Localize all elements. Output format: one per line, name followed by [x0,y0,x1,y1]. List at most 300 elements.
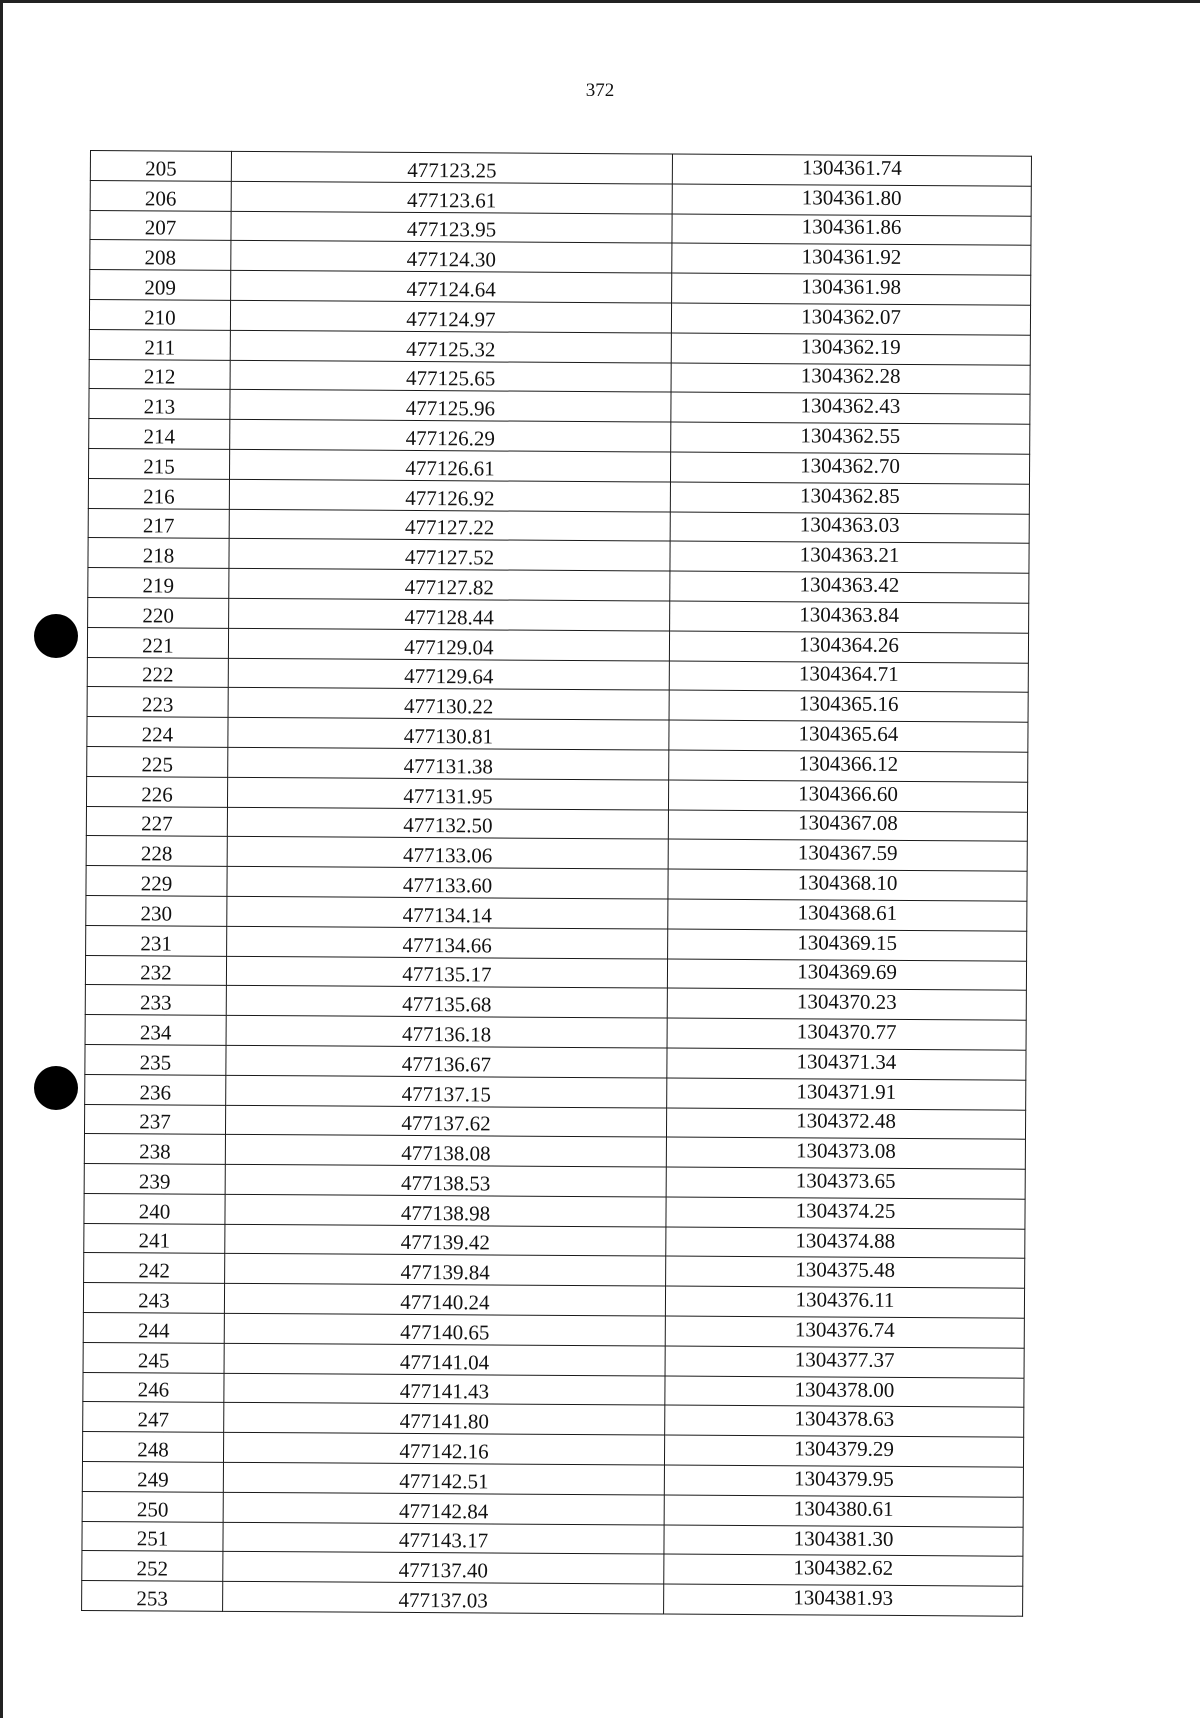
point-id-cell-text: 222 [141,662,174,687]
x-coordinate-cell [231,151,672,183]
y-coordinate-cell-text: 1304371.34 [796,1049,897,1074]
x-coordinate-cell [223,1522,664,1554]
y-coordinate-cell-text: 1304362.70 [800,453,901,478]
y-coordinate-cell [664,1435,1023,1467]
point-id-cell [88,597,229,628]
point-id-cell [90,180,231,211]
x-coordinate-cell-text: 477140.65 [400,1319,490,1345]
x-coordinate-cell-text: 477124.97 [406,306,496,332]
x-coordinate-cell [225,1224,666,1256]
y-coordinate-cell [671,303,1030,335]
y-coordinate-cell [666,1167,1025,1199]
point-id-cell-text: 213 [143,394,176,419]
x-coordinate-cell [230,390,671,422]
x-coordinate-cell-text: 477139.84 [400,1260,490,1285]
point-id-cell-text: 219 [142,573,175,598]
point-id-cell-text: 217 [142,513,175,538]
coordinate-table-body [82,151,1032,1617]
y-coordinate-cell [665,1286,1024,1318]
x-coordinate-cell-text: 477128.44 [404,604,494,630]
x-coordinate-cell-text: 477129.64 [404,664,494,689]
x-coordinate-cell [228,658,669,690]
page-number: 372 [585,80,615,101]
y-coordinate-cell [664,1584,1023,1616]
x-coordinate-cell-text: 477139.42 [400,1230,491,1255]
point-id-cell [82,1491,223,1522]
y-coordinate-cell-text: 1304379.95 [793,1466,894,1491]
x-coordinate-cell [231,181,672,213]
point-id-cell-text: 220 [142,603,174,628]
y-coordinate-cell [667,1048,1026,1080]
point-id-cell [87,627,228,658]
point-id-cell [84,1223,225,1254]
x-coordinate-cell [225,1194,666,1226]
point-id-cell-text: 250 [136,1496,169,1522]
y-coordinate-cell-text: 1304370.23 [796,989,897,1015]
y-coordinate-cell-text: 1304365.64 [798,721,899,746]
point-id-cell-text: 241 [138,1228,171,1253]
point-id-cell-text: 239 [138,1169,171,1194]
y-coordinate-cell-text: 1304379.29 [794,1436,895,1462]
x-coordinate-cell-text: 477125.65 [405,366,496,391]
point-id-cell-text: 235 [139,1050,172,1075]
point-id-cell-text: 225 [141,752,174,777]
y-coordinate-cell-text: 1304362.19 [800,334,901,359]
point-id-cell [84,1104,225,1135]
y-coordinate-cell-text: 1304368.61 [797,900,898,925]
y-coordinate-cell [668,780,1027,812]
x-coordinate-cell [223,1582,664,1614]
x-coordinate-cell [229,479,670,511]
x-coordinate-cell [231,241,672,273]
x-coordinate-cell-text: 477134.14 [402,902,493,928]
y-coordinate-cell [666,1137,1025,1169]
y-coordinate-cell-text: 1304362.55 [800,423,901,449]
point-id-cell-text: 238 [139,1139,171,1164]
y-coordinate-cell [668,899,1027,931]
y-coordinate-cell [666,1108,1025,1140]
x-coordinate-cell [227,807,668,839]
point-id-cell-text: 211 [144,334,176,360]
y-coordinate-cell [670,512,1029,544]
point-id-cell-text: 237 [139,1109,171,1134]
point-id-cell-text: 249 [137,1467,169,1492]
x-coordinate-cell [226,1045,667,1077]
y-coordinate-cell [670,541,1029,573]
x-coordinate-cell [227,896,668,928]
x-coordinate-cell-text: 477136.18 [401,1021,492,1047]
point-id-cell-text: 215 [143,454,175,479]
x-coordinate-cell-text: 477129.04 [404,634,494,660]
punch-hole-mark [34,614,78,658]
point-id-cell [83,1372,224,1403]
point-id-cell-text: 236 [139,1079,172,1105]
y-coordinate-cell-text: 1304365.16 [798,691,899,717]
point-id-cell-text: 247 [137,1407,170,1432]
point-id-cell [88,538,229,569]
y-coordinate-cell [671,422,1030,454]
y-coordinate-cell [664,1465,1023,1497]
y-coordinate-cell-text: 1304372.48 [796,1108,897,1134]
point-id-cell [90,151,231,182]
y-coordinate-cell [664,1554,1023,1586]
y-coordinate-cell-text: 1304381.30 [793,1525,894,1551]
point-id-cell [83,1283,224,1314]
x-coordinate-cell-text: 477142.16 [399,1438,489,1464]
x-coordinate-cell-text: 477138.53 [400,1170,491,1196]
x-coordinate-cell [225,1105,666,1137]
y-coordinate-cell-text: 1304377.37 [794,1347,895,1372]
x-coordinate-cell-text: 477130.81 [403,723,494,749]
y-coordinate-cell-text: 1304363.84 [799,602,900,627]
point-id-cell-text: 234 [139,1020,172,1045]
x-coordinate-cell [231,211,672,243]
x-coordinate-cell [226,1015,667,1047]
x-coordinate-cell-text: 477133.06 [403,843,493,868]
y-coordinate-cell-text: 1304361.74 [801,155,902,180]
y-coordinate-cell [672,214,1031,246]
x-coordinate-cell [227,837,668,869]
x-coordinate-cell-text: 477130.22 [403,694,494,719]
point-id-cell-text: 209 [144,275,176,300]
x-coordinate-cell [228,717,669,749]
x-coordinate-cell [223,1552,664,1584]
x-coordinate-cell-text: 477125.32 [406,336,496,362]
point-id-cell [84,1134,225,1165]
x-coordinate-cell-text: 477127.52 [404,545,495,570]
point-id-cell [90,270,231,301]
point-id-cell-text: 227 [141,811,173,836]
y-coordinate-cell [665,1316,1024,1348]
point-id-cell [86,895,227,926]
point-id-cell [82,1521,223,1552]
x-coordinate-cell [227,866,668,898]
point-id-cell-text: 221 [142,632,174,658]
x-coordinate-cell [230,420,671,452]
point-id-cell [86,836,227,867]
point-id-cell [85,985,226,1016]
x-coordinate-cell [229,598,670,630]
y-coordinate-cell [666,1227,1025,1259]
point-id-cell [88,448,229,479]
x-coordinate-cell-text: 477137.15 [401,1081,491,1106]
x-coordinate-cell [228,747,669,779]
point-id-cell [86,866,227,897]
y-coordinate-cell-text: 1304366.12 [798,751,899,776]
y-coordinate-cell-text: 1304374.88 [795,1227,896,1253]
x-coordinate-cell [227,777,668,809]
x-coordinate-cell-text: 477137.62 [401,1111,491,1136]
point-id-cell [87,717,228,748]
point-id-cell-text: 252 [136,1556,169,1581]
point-id-cell [86,776,227,807]
x-coordinate-cell [225,1254,666,1286]
y-coordinate-cell-text: 1304366.60 [798,780,899,806]
x-coordinate-cell [228,688,669,720]
point-id-cell [83,1313,224,1344]
point-id-cell [89,389,230,420]
y-coordinate-cell [665,1406,1024,1438]
x-coordinate-cell-text: 477140.24 [400,1289,490,1315]
x-coordinate-cell [228,628,669,660]
y-coordinate-cell [669,690,1028,722]
point-id-cell-text: 232 [140,960,172,985]
x-coordinate-cell [224,1313,665,1345]
point-id-cell [82,1462,223,1493]
y-coordinate-cell [665,1376,1024,1408]
point-id-cell [85,1074,226,1105]
y-coordinate-cell [672,184,1031,216]
point-id-cell-text: 226 [141,781,173,807]
y-coordinate-cell-text: 1304363.21 [799,542,900,568]
y-coordinate-cell [669,750,1028,782]
y-coordinate-cell-text: 1304373.08 [795,1138,896,1164]
point-id-cell-text: 205 [145,156,177,181]
point-id-cell-text: 230 [140,901,173,926]
point-id-cell-text: 212 [143,364,176,389]
point-id-cell-text: 253 [136,1586,168,1611]
y-coordinate-cell-text: 1304363.03 [799,512,900,538]
y-coordinate-cell-text: 1304370.77 [796,1019,897,1044]
point-id-cell-text: 229 [140,871,173,896]
x-coordinate-cell-text: 477124.30 [406,247,497,272]
y-coordinate-cell [667,959,1026,991]
y-coordinate-cell-text: 1304364.71 [798,661,899,687]
point-id-cell-text: 206 [144,185,177,211]
x-coordinate-cell [226,986,667,1018]
y-coordinate-cell-text: 1304362.85 [799,483,900,508]
point-id-cell [88,478,229,509]
y-coordinate-cell-text: 1304371.91 [796,1078,897,1104]
x-coordinate-cell [226,956,667,988]
x-coordinate-cell [231,271,672,303]
point-id-cell [89,359,230,390]
x-coordinate-cell-text: 477131.95 [403,783,493,809]
x-coordinate-cell-text: 477123.61 [407,187,497,213]
point-id-cell [84,1164,225,1195]
y-coordinate-cell [671,392,1030,424]
y-coordinate-cell-text: 1304361.86 [801,214,902,240]
y-coordinate-cell [664,1525,1023,1557]
y-coordinate-cell-text: 1304361.80 [801,185,902,210]
y-coordinate-cell [669,661,1028,693]
y-coordinate-cell-text: 1304368.10 [797,870,898,895]
point-id-cell-text: 210 [144,305,176,330]
point-id-cell-text: 224 [141,722,174,747]
x-coordinate-cell-text: 477137.40 [398,1558,489,1583]
x-coordinate-cell-text: 477125.96 [405,396,496,421]
y-coordinate-cell-text: 1304367.59 [797,840,898,866]
y-coordinate-cell [668,929,1027,961]
point-id-cell [82,1551,223,1582]
x-coordinate-cell-text: 477143.17 [398,1528,489,1553]
y-coordinate-cell [667,988,1026,1020]
y-coordinate-cell [668,810,1027,842]
y-coordinate-cell-text: 1304364.26 [799,631,899,657]
x-coordinate-cell-text: 477131.38 [403,753,493,779]
y-coordinate-cell [668,839,1027,871]
y-coordinate-cell-text: 1304378.00 [794,1376,895,1402]
x-coordinate-cell [230,300,671,332]
x-coordinate-cell [224,1343,665,1375]
x-coordinate-cell-text: 477126.29 [405,425,495,451]
y-coordinate-cell [668,869,1027,901]
x-coordinate-cell [230,330,671,362]
y-coordinate-cell-text: 1304362.28 [800,363,901,389]
x-coordinate-cell [229,539,670,571]
x-coordinate-cell [229,569,670,601]
point-id-cell [83,1402,224,1433]
x-coordinate-cell-text: 477136.67 [401,1051,492,1077]
y-coordinate-cell-text: 1304376.11 [795,1287,895,1313]
y-coordinate-cell-text: 1304361.92 [801,244,902,270]
point-id-cell [85,955,226,986]
x-coordinate-cell [229,449,670,481]
x-coordinate-cell [225,1164,666,1196]
x-coordinate-cell-text: 477142.84 [398,1498,489,1524]
table-row [82,1581,1023,1617]
y-coordinate-cell-text: 1304361.98 [801,274,902,300]
y-coordinate-cell [664,1495,1023,1527]
y-coordinate-cell-text: 1304362.07 [801,304,901,329]
x-coordinate-cell-text: 477124.64 [406,276,496,302]
point-id-cell [88,568,229,599]
x-coordinate-cell-text: 477142.51 [399,1468,489,1494]
point-id-cell [89,299,230,330]
point-id-cell-text: 248 [137,1437,169,1462]
point-id-cell-text: 231 [140,930,172,956]
y-coordinate-cell-text: 1304369.69 [797,959,897,985]
x-coordinate-cell-text: 477123.95 [406,217,497,242]
point-id-cell [82,1432,223,1463]
x-coordinate-cell-text: 477127.82 [404,574,495,600]
y-coordinate-cell-text: 1304374.25 [795,1198,896,1223]
y-coordinate-cell [672,273,1031,305]
y-coordinate-cell [671,363,1030,395]
y-coordinate-cell-text: 1304369.15 [797,929,898,955]
x-coordinate-cell [223,1433,664,1465]
x-coordinate-cell [230,360,671,392]
point-id-cell [85,1015,226,1046]
y-coordinate-cell [670,601,1029,633]
point-id-cell [82,1581,223,1612]
point-id-cell [87,687,228,718]
x-coordinate-cell-text: 477137.03 [398,1587,488,1613]
y-coordinate-cell [672,243,1031,275]
x-coordinate-cell-text: 477141.43 [399,1379,490,1404]
x-coordinate-cell-text: 477134.66 [402,932,492,957]
point-id-cell [86,806,227,837]
point-id-cell [89,419,230,450]
coordinate-table [81,150,1032,1617]
x-coordinate-cell-text: 477127.22 [405,515,495,540]
y-coordinate-cell [667,1078,1026,1110]
x-coordinate-cell-text: 477135.17 [402,962,492,987]
point-id-cell-text: 240 [138,1199,171,1224]
x-coordinate-cell-text: 477135.68 [402,992,492,1017]
y-coordinate-cell [671,333,1030,365]
x-coordinate-cell [229,509,670,541]
x-coordinate-cell-text: 477133.60 [402,872,493,898]
x-coordinate-cell-text: 477138.08 [401,1141,491,1166]
y-coordinate-cell-text: 1304375.48 [795,1257,896,1283]
point-id-cell [86,925,227,956]
x-coordinate-cell [223,1492,664,1524]
point-id-cell [84,1253,225,1284]
y-coordinate-cell [669,720,1028,752]
x-coordinate-cell-text: 477126.92 [405,485,495,511]
y-coordinate-cell-text: 1304363.42 [799,572,900,597]
point-id-cell-text: 233 [139,990,172,1015]
point-id-cell [87,657,228,688]
y-coordinate-cell-text: 1304382.62 [793,1555,894,1581]
x-coordinate-cell [226,1075,667,1107]
y-coordinate-cell [670,452,1029,484]
point-id-cell-text: 208 [144,245,177,270]
x-coordinate-cell [224,1284,665,1316]
point-id-cell [88,508,229,539]
point-id-cell [87,746,228,777]
point-id-cell [90,210,231,241]
point-id-cell-text: 214 [143,424,176,449]
point-id-cell-text: 207 [144,215,177,240]
y-coordinate-cell [666,1257,1025,1289]
point-id-cell-text: 223 [141,692,174,717]
x-coordinate-cell-text: 477132.50 [403,813,493,838]
point-id-cell-text: 246 [137,1377,170,1402]
point-id-cell [83,1342,224,1373]
x-coordinate-cell-text: 477138.98 [400,1200,491,1226]
y-coordinate-cell [670,482,1029,514]
y-coordinate-cell [667,1018,1026,1050]
point-id-cell-text: 244 [137,1318,170,1343]
y-coordinate-cell-text: 1304373.65 [795,1168,896,1193]
point-id-cell [89,329,230,360]
point-id-cell-text: 228 [140,841,173,866]
y-coordinate-cell-text: 1304362.43 [800,393,901,419]
x-coordinate-cell [224,1373,665,1405]
x-coordinate-cell-text: 477123.25 [407,157,497,183]
point-id-cell-text: 216 [143,483,175,509]
y-coordinate-cell-text: 1304380.61 [793,1496,894,1521]
point-id-cell-text: 243 [138,1288,170,1313]
x-coordinate-cell [227,926,668,958]
point-id-cell-text: 242 [138,1258,170,1283]
x-coordinate-cell-text: 477141.04 [399,1349,490,1375]
y-coordinate-cell-text: 1304378.63 [794,1406,895,1432]
x-coordinate-cell-text: 477126.61 [405,455,495,481]
point-id-cell [85,1044,226,1075]
x-coordinate-cell [224,1403,665,1435]
y-coordinate-cell [672,154,1031,186]
y-coordinate-cell [666,1197,1025,1229]
y-coordinate-cell-text: 1304381.93 [793,1585,894,1611]
x-coordinate-cell [225,1135,666,1167]
y-coordinate-cell-text: 1304367.08 [797,810,898,836]
point-id-cell-text: 245 [137,1347,170,1373]
point-id-cell [90,240,231,271]
point-id-cell-text: 218 [142,543,175,568]
point-id-cell-text: 251 [136,1526,169,1551]
y-coordinate-cell [670,571,1029,603]
point-id-cell [84,1193,225,1224]
x-coordinate-cell-text: 477141.80 [399,1409,489,1434]
y-coordinate-cell [665,1346,1024,1378]
x-coordinate-cell [223,1462,664,1494]
y-coordinate-cell-text: 1304376.74 [794,1317,895,1342]
y-coordinate-cell [669,631,1028,663]
punch-hole-mark [34,1066,78,1110]
